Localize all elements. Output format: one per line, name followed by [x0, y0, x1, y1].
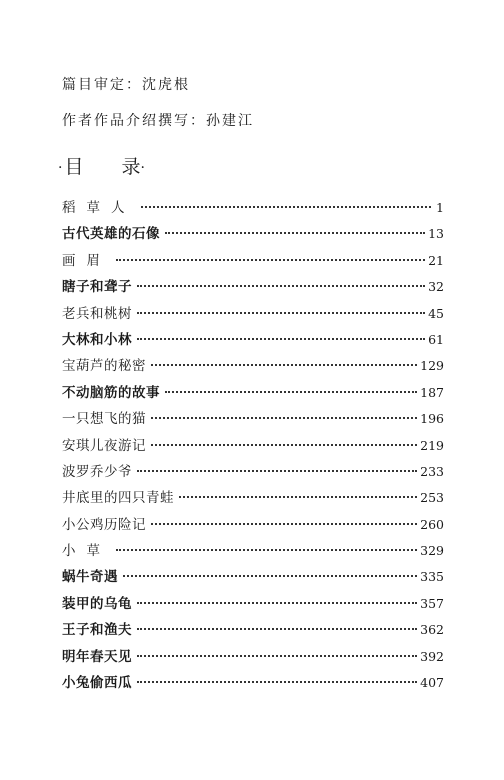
entry-title: 明年春天见: [62, 648, 132, 665]
toc-entry[interactable]: [62, 460, 444, 486]
entry-title: 宝葫芦的秘密: [62, 358, 146, 375]
entry-page: 392: [420, 648, 444, 664]
toc-entry[interactable]: [62, 222, 444, 248]
leader-dots: [151, 444, 417, 446]
toc-list: [62, 196, 444, 697]
entry-page: 196: [420, 411, 444, 427]
toc-entry[interactable]: [62, 328, 444, 354]
entry-title: 画眉: [62, 252, 111, 269]
entry-title: 王子和渔夫: [62, 622, 132, 639]
toc-heading: [58, 152, 145, 179]
bio-writer-credit: 作者作品介绍撰写：孙建江: [62, 113, 254, 129]
entry-page: 260: [420, 516, 444, 532]
heading-word-mu: 目: [64, 156, 84, 178]
toc-entry[interactable]: [62, 434, 444, 460]
toc-entry[interactable]: [62, 592, 444, 618]
entry-page: 21: [428, 252, 444, 268]
heading-dot-right: ·: [140, 160, 145, 176]
leader-dots: [179, 496, 417, 498]
entry-title: 蜗牛奇遇: [62, 569, 118, 586]
leader-dots: [141, 206, 432, 208]
toc-entry[interactable]: [62, 354, 444, 380]
reviewer-credit: 篇目审定：沈虎根: [62, 77, 190, 93]
entry-title: 大林和小林: [62, 331, 132, 348]
toc-entry[interactable]: [62, 381, 444, 407]
entry-title: 安琪儿夜游记: [62, 437, 146, 454]
entry-page: 407: [420, 675, 444, 691]
toc-entry[interactable]: [62, 302, 444, 328]
toc-entry[interactable]: [62, 539, 444, 565]
entry-page: 329: [420, 543, 444, 559]
entry-title: 小草: [62, 543, 111, 560]
entry-page: 129: [420, 358, 444, 374]
leader-dots: [137, 312, 425, 314]
heading-word-lu: 录: [121, 156, 141, 178]
leader-dots: [137, 470, 417, 472]
heading-dot-left: ·: [58, 160, 63, 176]
entry-title: 一只想飞的猫: [62, 411, 146, 428]
entry-title: 老兵和桃树: [62, 305, 132, 322]
leader-dots: [123, 575, 417, 577]
leader-dots: [165, 232, 425, 234]
toc-entry[interactable]: [62, 407, 444, 433]
toc-entry[interactable]: [62, 486, 444, 512]
entry-page: 233: [420, 463, 444, 479]
toc-entry[interactable]: [62, 671, 444, 697]
toc-entry[interactable]: [62, 618, 444, 644]
entry-page: 219: [420, 437, 444, 453]
entry-page: 362: [420, 622, 444, 638]
leader-dots: [137, 681, 417, 683]
leader-dots: [116, 549, 417, 551]
entry-title: 小公鸡历险记: [62, 516, 146, 533]
entry-page: 32: [428, 279, 444, 295]
entry-page: 187: [420, 384, 444, 400]
entry-title: 稻草人: [62, 200, 136, 216]
leader-dots: [137, 628, 417, 630]
entry-title: 波罗乔少爷: [62, 463, 132, 480]
leader-dots: [137, 338, 425, 340]
entry-page: 45: [428, 305, 444, 321]
entry-page: 13: [428, 226, 444, 242]
entry-page: 253: [420, 490, 444, 506]
leader-dots: [165, 391, 417, 393]
leader-dots: [151, 523, 417, 525]
toc-entry[interactable]: [62, 275, 444, 301]
entry-title: 小兔偷西瓜: [62, 675, 132, 692]
toc-entry[interactable]: [62, 513, 444, 539]
toc-entry[interactable]: [62, 196, 444, 222]
leader-dots: [137, 285, 425, 287]
entry-page: 61: [428, 331, 444, 347]
entry-page: 1: [436, 200, 444, 215]
toc-entry[interactable]: [62, 565, 444, 591]
leader-dots: [116, 259, 425, 261]
entry-title: 古代英雄的石像: [62, 226, 160, 243]
entry-page: 357: [420, 595, 444, 611]
leader-dots: [137, 602, 417, 604]
entry-title: 不动脑筋的故事: [62, 384, 160, 401]
entry-title: 装甲的乌龟: [62, 595, 132, 612]
entry-page: 335: [420, 569, 444, 585]
entry-title: 井底里的四只青蛙: [62, 490, 174, 507]
toc-entry[interactable]: [62, 249, 444, 275]
leader-dots: [151, 364, 417, 366]
leader-dots: [137, 655, 417, 657]
entry-title: 瞎子和聋子: [62, 279, 132, 296]
leader-dots: [151, 417, 417, 419]
toc-entry[interactable]: [62, 645, 444, 671]
